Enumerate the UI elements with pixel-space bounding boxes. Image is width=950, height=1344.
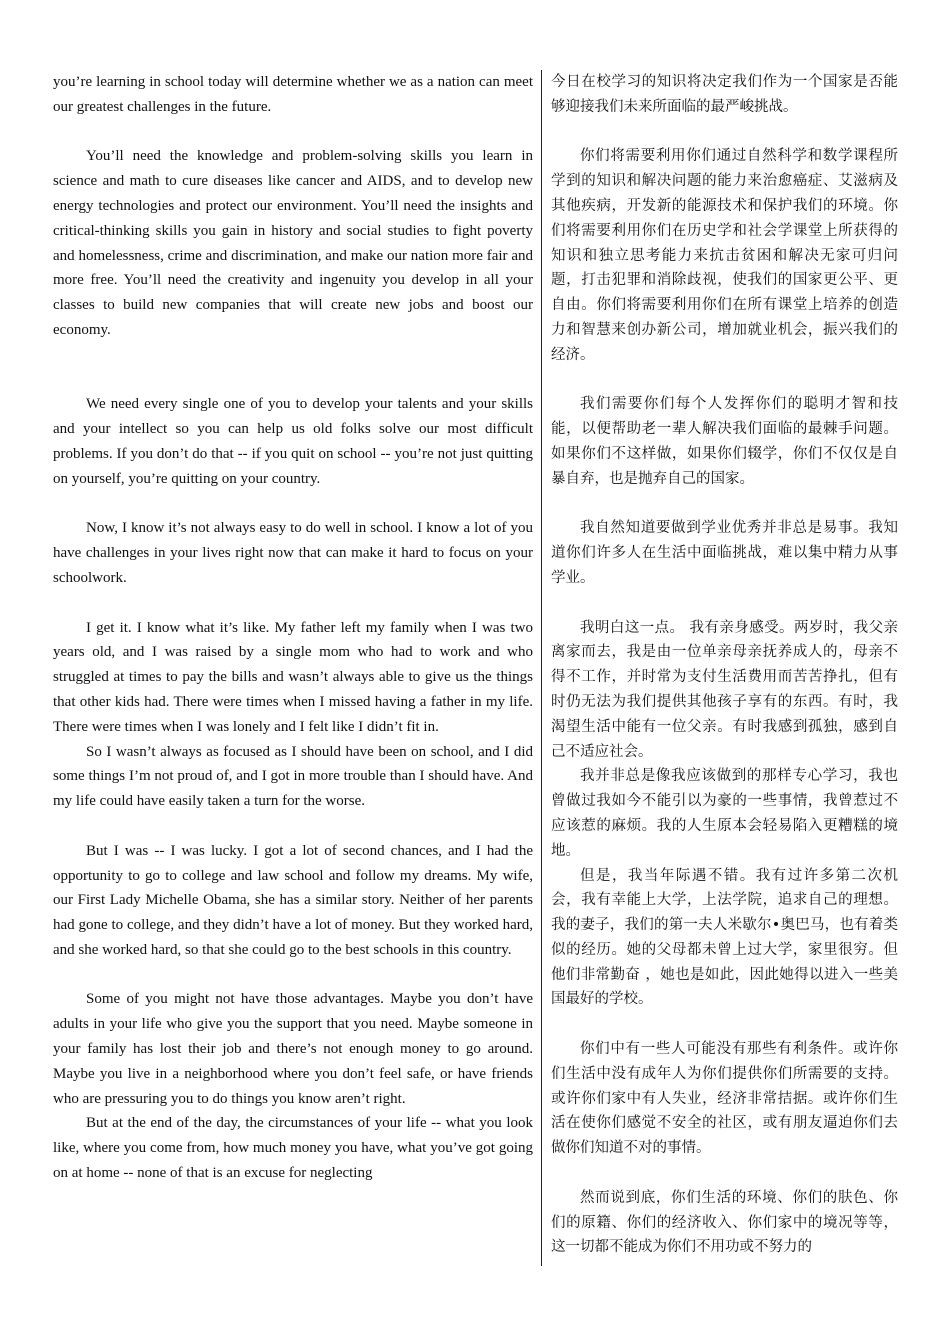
zh-paragraph-5: 我明白这一点。 我有亲身感受。两岁时，我父亲离家而去，我是由一位单亲母亲抚养成人的，母亲不得不工作，并时常为支付生活费用而苦苦挣扎，但有时仍无法为我们提供其他孩子享有的东西。有时，我渴望生活中能有一位父亲。有时我感到孤独，感到自己不适应社会。	[551, 619, 898, 760]
en-paragraph-8: Some of you might not have those advantages. Maybe you don’t have adults in your life who give you the support that you need. Maybe someone in your family has lost their job and there’s not enough money to go around. Maybe you live in a neighborhood where you don’t feel safe, or have friends who are pressuring you to do things you know aren’t right.	[53, 991, 533, 1107]
zh-paragraph-7: 但是，我当年际遇不错。我有过许多第二次机会，我有幸能上大学，上法学院，追求自己的理想。我的妻子，我们的第一夫人米歇尔•奥巴马，也有着类似的经历。她的父母都未曾上过大学，家里很穷。但他们非常勤奋 ，她也是如此，因此她得以进入一些美国最好的学校。	[551, 867, 898, 1008]
en-paragraph-3: We need every single one of you to develop your talents and your skills and your intellect so you can help us old folks solve our most difficult problems. If you don’t do that -- if you quit on school -- you’re not just quitting on yourself, you’re quitting on your country.	[53, 396, 533, 487]
zh-paragraph-8: 你们中有一些人可能没有那些有利条件。或许你们生活中没有成年人为你们提供你们所需要的支持。或许你们家中有人失业，经济非常拮据。或许你们生活在使你们感觉不安全的社区，或有朋友逼迫你们去做你们知道不对的事情。	[551, 1041, 898, 1157]
english-column	[53, 70, 533, 1186]
chinese-column	[551, 70, 898, 1260]
en-paragraph-7: But I was -- I was lucky. I got a lot of second chances, and I had the opportunity to go to college and law school and follow my dreams. My wife, our First Lady Michelle Obama, she has a similar story. Neither of her parents had gone to college, and they didn’t have a lot of money. But they worked hard, and she worked hard, so that she could go to the best schools in this country.	[53, 842, 533, 958]
en-paragraph-2: You’ll need the knowledge and problem-solving skills you learn in science and math to cure diseases like cancer and AIDS, and to develop new energy technologies and protect our environment. You’ll need the insights and critical-thinking skills you gain in history and social studies to fight poverty and homelessness, crime and discrimination, and make our nation more fair and more free. You’ll need the creativity and ingenuity you develop in all your classes to build new companies that will create new jobs and boost our economy.	[53, 148, 533, 338]
zh-paragraph-3: 我们需要你们每个人发挥你们的聪明才智和技能，以便帮助老一辈人解决我们面临的最棘手问题。如果你们不这样做，如果你们辍学，你们不仅仅是自暴自弃，也是抛弃自己的国家。	[551, 396, 898, 487]
en-paragraph-1: you’re learning in school today will determine whether we as a nation can meet our greatest challenges in the future.	[53, 74, 533, 115]
zh-paragraph-1: 今日在校学习的知识将决定我们作为一个国家是否能够迎接我们未来所面临的最严峻挑战。	[551, 74, 898, 115]
zh-paragraph-2: 你们将需要利用你们通过自然科学和数学课程所学到的知识和解决问题的能力来治愈癌症、艾滋病及其他疾病，开发新的能源技术和保护我们的环境。你们将需要利用你们在历史学和社会学课堂上所获得的知识和独立思考能力来抗击贫困和解决无家可归问题，打击犯罪和消除歧视，使我们的国家更公平、更自由。你们将需要利用你们在所有课堂上培养的创造力和智慧来创办新公司，增加就业机会，振兴我们的经济。	[551, 148, 898, 363]
en-paragraph-4: Now, I know it’s not always easy to do well in school. I know a lot of you have challenges in your lives right now that can make it hard to focus on your schoolwork.	[53, 520, 533, 586]
zh-paragraph-9: 然而说到底，你们生活的环境、你们的肤色、你们的原籍、你们的经济收入、你们家中的境况等等，这一切都不能成为你们不用功或不努力的	[551, 1189, 898, 1256]
en-paragraph-5: I get it. I know what it’s like. My father left my family when I was two years old, and I was raised by a single mom who had to work and who struggled at times to pay the bills and wasn’t always able to give us the things that other kids had. There were times when I missed having a father in my life. There were times when I was lonely and I felt like I didn’t fit in.	[53, 619, 533, 735]
zh-paragraph-6: 我并非总是像我应该做到的那样专心学习，我也曾做过我如今不能引以为豪的一些事情，我曾惹过不应该惹的麻烦。我的人生原本会轻易陷入更糟糕的境地。	[551, 768, 898, 859]
en-paragraph-6: So I wasn’t always as focused as I should have been on school, and I did some things I’m not proud of, and I got in more trouble than I should have. And my life could have easily taken a turn for the worse.	[53, 743, 533, 810]
en-paragraph-9: But at the end of the day, the circumstances of your life -- what you look like, where you come from, how much money you have, what you’ve got going on at home -- none of that is an excuse for neglecting	[53, 1115, 533, 1182]
zh-paragraph-4: 我自然知道要做到学业优秀并非总是易事。我知道你们许多人在生活中面临挑战，难以集中精力从事学业。	[551, 520, 898, 586]
column-divider	[541, 70, 542, 1266]
